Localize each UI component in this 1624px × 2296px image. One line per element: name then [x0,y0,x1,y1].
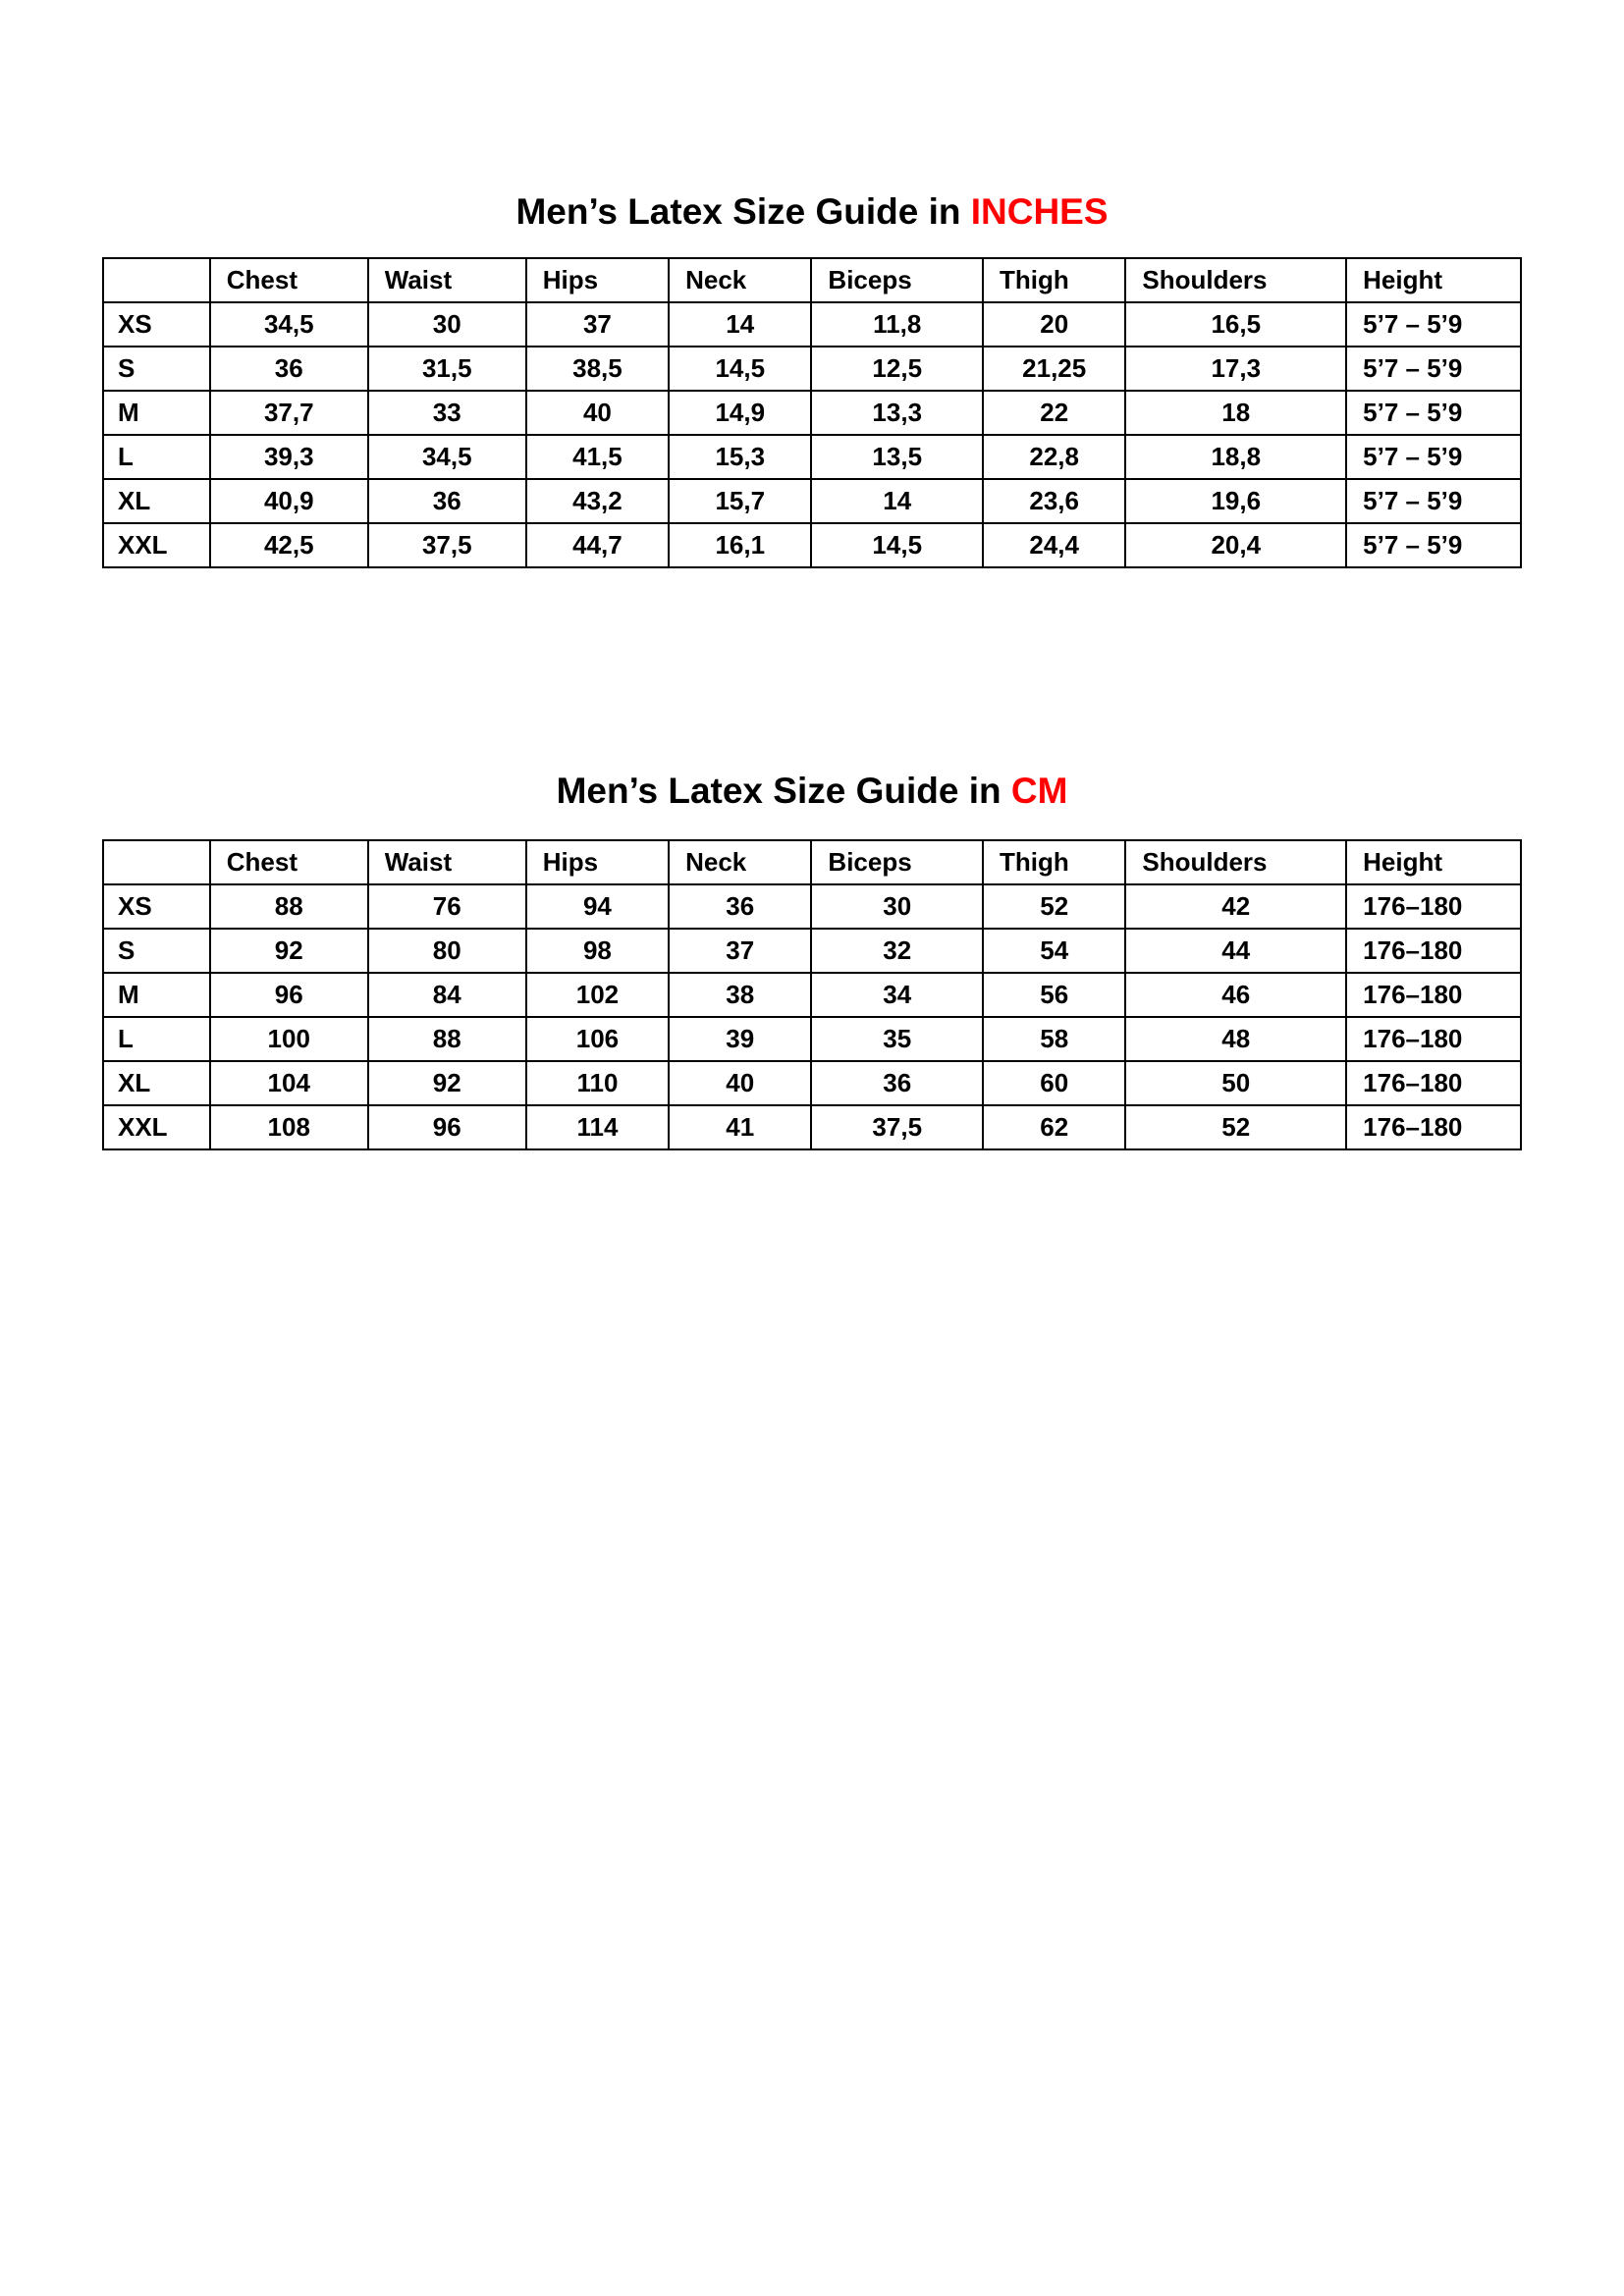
cell-shoulders: 17,3 [1125,347,1346,391]
table-row [103,973,1521,1017]
page-title-inches [102,0,1522,233]
title-accent-cm: CM [1010,771,1068,811]
cell-chest: 104 [210,1061,368,1105]
column-header-biceps: Biceps [811,258,983,302]
table-corner-cell [103,258,210,302]
cell-shoulders: 20,4 [1125,523,1346,567]
cell-waist: 37,5 [368,523,526,567]
column-header-thigh: Thigh [983,258,1125,302]
table-row [103,1017,1521,1061]
cell-shoulders: 44 [1125,929,1346,973]
cell-thigh: 52 [983,884,1125,929]
cell-neck: 14,5 [669,347,811,391]
cell-hips: 114 [526,1105,669,1149]
cell-height: 5’7 – 5’9 [1346,391,1521,435]
cell-hips: 98 [526,929,669,973]
title-accent-inches: INCHES [970,191,1109,232]
cell-neck: 41 [669,1105,811,1149]
row-header-size: M [103,391,210,435]
cell-thigh: 56 [983,973,1125,1017]
cell-chest: 108 [210,1105,368,1149]
row-header-size: XL [103,479,210,523]
cell-waist: 34,5 [368,435,526,479]
cell-thigh: 23,6 [983,479,1125,523]
cell-neck: 16,1 [669,523,811,567]
size-guide-section-cm [102,568,1522,1150]
table-row [103,929,1521,973]
cell-height: 5’7 – 5’9 [1346,479,1521,523]
cell-chest: 92 [210,929,368,973]
column-header-hips: Hips [526,258,669,302]
cell-height: 5’7 – 5’9 [1346,347,1521,391]
cell-waist: 33 [368,391,526,435]
column-header-biceps: Biceps [811,840,983,884]
cell-neck: 40 [669,1061,811,1105]
cell-waist: 84 [368,973,526,1017]
cell-waist: 96 [368,1105,526,1149]
table-row [103,523,1521,567]
cell-chest: 39,3 [210,435,368,479]
cell-biceps: 37,5 [811,1105,983,1149]
cell-chest: 36 [210,347,368,391]
row-header-size: L [103,435,210,479]
column-header-thigh: Thigh [983,840,1125,884]
row-header-size: XS [103,884,210,929]
row-header-size: XXL [103,523,210,567]
cell-biceps: 13,3 [811,391,983,435]
cell-shoulders: 42 [1125,884,1346,929]
cell-thigh: 60 [983,1061,1125,1105]
cell-biceps: 14,5 [811,523,983,567]
row-header-size: S [103,347,210,391]
column-header-neck: Neck [669,258,811,302]
cell-height: 5’7 – 5’9 [1346,523,1521,567]
table-header-row [103,840,1521,884]
cell-biceps: 34 [811,973,983,1017]
cell-height: 176–180 [1346,929,1521,973]
table-corner-cell [103,840,210,884]
column-header-chest: Chest [210,840,368,884]
cell-height: 5’7 – 5’9 [1346,435,1521,479]
cell-chest: 100 [210,1017,368,1061]
cell-hips: 44,7 [526,523,669,567]
row-header-size: L [103,1017,210,1061]
cell-biceps: 12,5 [811,347,983,391]
cell-biceps: 14 [811,479,983,523]
column-header-height: Height [1346,840,1521,884]
cell-shoulders: 46 [1125,973,1346,1017]
cell-waist: 30 [368,302,526,347]
cell-biceps: 30 [811,884,983,929]
title-text-cm: Men’s Latex Size Guide in [556,771,1011,811]
cell-thigh: 21,25 [983,347,1125,391]
cell-chest: 37,7 [210,391,368,435]
cell-waist: 80 [368,929,526,973]
row-header-size: XXL [103,1105,210,1149]
cell-hips: 102 [526,973,669,1017]
column-header-height: Height [1346,258,1521,302]
cell-thigh: 62 [983,1105,1125,1149]
column-header-chest: Chest [210,258,368,302]
cell-neck: 15,3 [669,435,811,479]
cell-hips: 40 [526,391,669,435]
cell-hips: 94 [526,884,669,929]
cell-chest: 34,5 [210,302,368,347]
cell-biceps: 11,8 [811,302,983,347]
cell-thigh: 20 [983,302,1125,347]
cell-hips: 37 [526,302,669,347]
row-header-size: M [103,973,210,1017]
cell-shoulders: 18 [1125,391,1346,435]
cell-waist: 88 [368,1017,526,1061]
size-guide-section-inches [102,0,1522,568]
cell-waist: 36 [368,479,526,523]
column-header-shoulders: Shoulders [1125,840,1346,884]
size-table-inches [102,257,1522,568]
cell-neck: 14,9 [669,391,811,435]
table-row [103,1061,1521,1105]
cell-biceps: 32 [811,929,983,973]
cell-shoulders: 50 [1125,1061,1346,1105]
row-header-size: XS [103,302,210,347]
cell-waist: 92 [368,1061,526,1105]
cell-height: 176–180 [1346,1061,1521,1105]
cell-thigh: 54 [983,929,1125,973]
cell-height: 176–180 [1346,973,1521,1017]
table-row [103,347,1521,391]
column-header-hips: Hips [526,840,669,884]
cell-hips: 43,2 [526,479,669,523]
title-text-inches: Men’s Latex Size Guide in [515,191,971,232]
table-row [103,302,1521,347]
cell-shoulders: 19,6 [1125,479,1346,523]
cell-shoulders: 18,8 [1125,435,1346,479]
cell-neck: 38 [669,973,811,1017]
cell-thigh: 22,8 [983,435,1125,479]
column-header-neck: Neck [669,840,811,884]
cell-biceps: 36 [811,1061,983,1105]
table-row [103,884,1521,929]
cell-shoulders: 52 [1125,1105,1346,1149]
cell-neck: 36 [669,884,811,929]
column-header-waist: Waist [368,840,526,884]
cell-shoulders: 48 [1125,1017,1346,1061]
cell-height: 176–180 [1346,884,1521,929]
cell-hips: 106 [526,1017,669,1061]
cell-biceps: 35 [811,1017,983,1061]
cell-neck: 37 [669,929,811,973]
table-header-row [103,258,1521,302]
cell-neck: 15,7 [669,479,811,523]
cell-height: 5’7 – 5’9 [1346,302,1521,347]
cell-chest: 40,9 [210,479,368,523]
table-row [103,1105,1521,1149]
cell-chest: 42,5 [210,523,368,567]
cell-hips: 38,5 [526,347,669,391]
row-header-size: S [103,929,210,973]
cell-chest: 88 [210,884,368,929]
cell-height: 176–180 [1346,1105,1521,1149]
table-row [103,435,1521,479]
column-header-shoulders: Shoulders [1125,258,1346,302]
table-row [103,391,1521,435]
cell-chest: 96 [210,973,368,1017]
page-title-cm [102,568,1522,812]
cell-thigh: 22 [983,391,1125,435]
column-header-waist: Waist [368,258,526,302]
table-row [103,479,1521,523]
cell-shoulders: 16,5 [1125,302,1346,347]
cell-thigh: 24,4 [983,523,1125,567]
cell-hips: 110 [526,1061,669,1105]
cell-biceps: 13,5 [811,435,983,479]
cell-neck: 39 [669,1017,811,1061]
cell-height: 176–180 [1346,1017,1521,1061]
cell-thigh: 58 [983,1017,1125,1061]
cell-waist: 31,5 [368,347,526,391]
row-header-size: XL [103,1061,210,1105]
size-table-cm [102,839,1522,1150]
cell-waist: 76 [368,884,526,929]
cell-hips: 41,5 [526,435,669,479]
cell-neck: 14 [669,302,811,347]
